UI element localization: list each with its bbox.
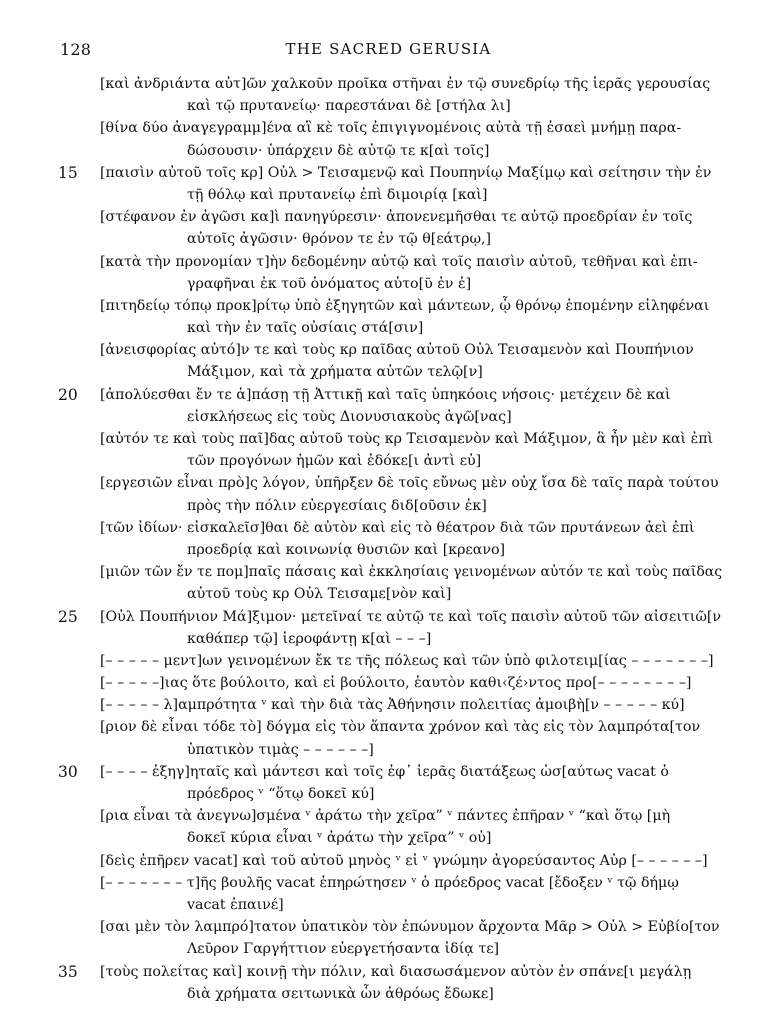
inscription-continuation-line: δώσουσιν· ὑπάρχειν δὲ αὐτῷ τε κ[αὶ τοῖς] — [187, 142, 490, 159]
inscription-entry — [0, 295, 777, 339]
inscription-entry — [0, 561, 777, 605]
inscription-line: [αὐτόν τε καὶ τοὺς παῖ]δας αὐτοῦ τοὺς κρ Τεισαμενὸν καὶ Μάξιμον, ἃ ἦν μὲν καὶ ἐπὶ — [100, 431, 714, 447]
page-number: 128 — [60, 40, 92, 59]
line-number: 30 — [58, 762, 78, 781]
inscription-entry — [0, 117, 777, 161]
inscription-continuation-line: vacat ἐπαινέ] — [187, 896, 284, 913]
inscription-entry — [0, 162, 777, 206]
line-number: 15 — [58, 163, 78, 182]
inscription-entry — [0, 650, 777, 672]
inscription-entry — [0, 850, 777, 872]
inscription-continuation-line: καὶ τῷ πρυτανείῳ· παρεστάναι δὲ [στήλα λι] — [187, 98, 511, 115]
inscription-line: [τῶν ἰδίων· εἰσκαλεῖσ]θαι δὲ αὐτὸν καὶ εἰς τὸ θέατρον διὰ τῶν πρυτάνεων ἀεὶ ἐπὶ — [100, 519, 695, 536]
line-number: 20 — [58, 385, 78, 404]
inscription-entry — [0, 606, 777, 650]
inscription-line: [μιῶν τῶν ἔν τε πομ]παῖς πάσαις καὶ ἐκκλησίαις γεινομένων αὐτόν τε καὶ τοὺς παῖδας — [100, 564, 723, 581]
inscription-line: [δεὶς ἐπῆρεν vacat] καὶ τοῦ αὐτοῦ μηνὸς ᵛ εἰ ᵛ γνώμην ἀγορεύσαντος Αὐρ [– – – – – –] — [100, 852, 708, 869]
inscription-continuation-line: καθάπερ τῷ] ἱεροφάντῃ κ[αὶ – – –] — [187, 630, 432, 647]
inscription-continuation-line: τῇ θόλῳ καὶ πρυτανείῳ ἐπὶ διμοιρίᾳ [καὶ] — [187, 186, 488, 203]
inscription-continuation-line: τῶν προγόνων ἡμῶν καὶ ἐδόκε[ι ἀντὶ εὐ] — [187, 453, 482, 470]
inscription-entry — [0, 872, 777, 916]
inscription-line: [– – – – – μεντ]ων γεινομένων ἔκ τε τῆς πόλεως καὶ τῶν ὑπὸ φιλοτειμ[ίας – – – – – – –] — [100, 652, 714, 669]
inscription-continuation-line: αὐτοῖς ἀγῶσιν· θρόνον τε ἐν τῷ θ[εάτρῳ,] — [187, 231, 492, 248]
inscription-line: [θίνα δύο ἀναγεγραμμ]ένα αἳ κὲ τοῖς ἐπιγιγνομένοις αὐτὰ τῇ ἐσαεὶ μνήμῃ παρα- — [100, 120, 682, 137]
inscription-line: [ἀπολύεσθαι ἔν τε ἁ]πάσῃ τῇ Ἀττικῇ καὶ ταῖς ὑπηκόοις νήσοις· μετέχειν δὲ καὶ — [100, 386, 671, 403]
inscription-line: [στέφανον ἐν ἀγῶσι κα]ὶ πανηγύρεσιν· ἀπονενεμῆσθαι τε αὐτῷ προεδρίαν ἐν τοῖς — [100, 209, 693, 226]
inscription-entry — [0, 517, 777, 561]
inscription-entry — [0, 805, 777, 849]
inscription-line: [ριον δὲ εἶναι τόδε τὸ] δόγμα εἰς τὸν ἅπαντα χρόνον καὶ τὰς εἰς τὸν λαμπρότα[τον — [100, 719, 701, 736]
inscription-continuation-line: εἰσκλήσεως εἰς τοὺς Διονυσιακοὺς ἀγῶ[νας] — [187, 408, 512, 425]
inscription-entry — [0, 428, 777, 472]
inscription-entry — [0, 206, 777, 250]
inscription-line: [– – – – – λ]αμπρότητα ᵛ καὶ τὴν διὰ τὰς Ἀθήνησιν πολειτίας ἀμοιβὴ[ν – – – – – κύ] — [100, 697, 685, 714]
inscription-continuation-line: ὑπατικὸν τιμὰς – – – – – –] — [187, 741, 374, 758]
inscription-entry — [0, 716, 777, 760]
inscription-line: [– – – – ἐξηγ]ηταῖς καὶ μάντεσι καὶ τοῖς ἐφ᾽ ἱερᾶς διατάξεως ὡσ[αύτως vacat ὁ — [100, 763, 669, 780]
inscription-continuation-line: καὶ τὴν ἐν ταῖς οὐσίαις στά[σιν] — [187, 320, 424, 337]
inscription-entry — [0, 339, 777, 383]
inscription-line: [ρια εἶναι τὰ ἀνεγνω]σμένα ᵛ ἀράτω τὴν χεῖρα” ᵛ πάντες ἐπῆραν ᵛ “καὶ ὅτῳ [μὴ — [100, 808, 671, 825]
inscription-continuation-line: Μάξιμον, καὶ τὰ χρήματα αὐτῶν τελῷ[ν] — [187, 364, 483, 381]
inscription-continuation-line: γραφῆναι ἐκ τοῦ ὀνόματος αὐτο[ῦ ἐν ἐ] — [187, 275, 472, 292]
inscription-entry — [0, 472, 777, 516]
inscription-line: [παισὶν αὐτοῦ τοῖς κρ] Οὐλ > Τεισαμενῷ καὶ Πουπηνίῳ Μαξίμῳ καὶ σείτησιν τὴν ἐν — [100, 164, 712, 181]
inscription-continuation-line: δοκεῖ κύρια εἶναι ᵛ ἀράτω τὴν χεῖρα” ᵛ οὐ] — [187, 830, 492, 847]
inscription-entry — [0, 672, 777, 694]
inscription-entry — [0, 761, 777, 805]
running-title: THE SACRED GERUSIA — [285, 40, 492, 58]
inscription-text — [0, 73, 777, 1005]
inscription-line: [Οὐλ Πουπήνιον Μά]ξιμον· μετεῖναί τε αὐτῷ τε καὶ τοῖς παισὶν αὐτοῦ τῶν αἰσειτιῶ[ν — [100, 608, 722, 625]
inscription-line: [– – – – – – – τ]ῆς βουλῆς vacat ἐπηρώτησεν ᵛ ὁ πρόεδρος vacat [ἔδοξεν ᵛ τῷ δήμῳ — [100, 874, 679, 891]
inscription-entry — [0, 384, 777, 428]
inscription-line: [πιτηδείῳ τόπῳ προκ]ρίτῳ ὑπὸ ἐξηγητῶν καὶ μάντεων, ᾧ θρόνῳ ἑπομένην εἰληφέναι — [100, 297, 710, 314]
inscription-entry — [0, 694, 777, 716]
inscription-line: [– – – – –]ιας ὅτε βούλοιτο, καὶ εἰ βούλοιτο, ἑαυτὸν καθι‹ζέ›ντος προ[– – – – – – – –] — [100, 675, 692, 692]
inscription-continuation-line: Λεῦρον Γαργήττιον εὐεργετήσαντα ἰδίᾳ τε] — [187, 941, 500, 958]
line-number: 25 — [58, 607, 78, 626]
inscription-line: [ἀνεισφορίας αὐτό]ν τε καὶ τοὺς κρ παῖδας αὐτοῦ Οὐλ Τεισαμενὸν καὶ Πουπήνιον — [100, 342, 694, 359]
inscription-continuation-line: πρὸς τὴν πόλιν εὐεργεσίαις διδ[οῦσιν ἐκ] — [187, 497, 487, 514]
line-number: 35 — [58, 962, 78, 981]
inscription-continuation-line: διὰ χρήματα σειτωνικὰ ὧν ἀθρόως ἔδωκε] — [187, 985, 494, 1002]
inscription-entry — [0, 73, 777, 117]
inscription-entry — [0, 251, 777, 295]
inscription-continuation-line: αὐτοῦ τοὺς κρ Οὐλ Τεισαμε[νὸν καὶ] — [187, 586, 452, 603]
inscription-line: [καὶ ἀνδριάντα αὐτ]ῶν χαλκοῦν προῖκα στῆναι ἐν τῷ συνεδρίῳ τῆς ἱερᾶς γερουσίας — [100, 76, 711, 92]
inscription-line: [εργεσιῶν εἶναι πρὸ]ς λόγον, ὑπῆρξεν δὲ τοῖς εὔνως μὲν οὐχ ἴσα δὲ ταῖς παρὰ τούτου — [100, 475, 719, 492]
inscription-line: [σαι μὲν τὸν λαμπρό]τατον ὑπατικὸν τὸν ἐπώνυμον ἄρχοντα Μᾶρ > Οὐλ > Εὐβίο[τον — [100, 919, 720, 936]
inscription-line: [κατὰ τὴν προνομίαν τ]ὴν δεδομένην αὐτῷ καὶ τοῖς παισὶν αὐτοῦ, τεθῆναι καὶ ἐπι- — [100, 253, 698, 270]
inscription-continuation-line: πρόεδρος ᵛ “ὅτῳ δοκεῖ κύ] — [187, 786, 375, 802]
inscription-entry — [0, 916, 777, 960]
inscription-continuation-line: προεδρίᾳ καὶ κοινωνίᾳ θυσιῶν καὶ [κρεανο] — [187, 541, 506, 558]
inscription-entry — [0, 961, 777, 1005]
inscription-line: [τοὺς πολείτας καὶ] κοινῇ τὴν πόλιν, καὶ διασωσάμενον αὐτὸν ἐν σπάνε[ι μεγάλῃ — [100, 963, 692, 980]
